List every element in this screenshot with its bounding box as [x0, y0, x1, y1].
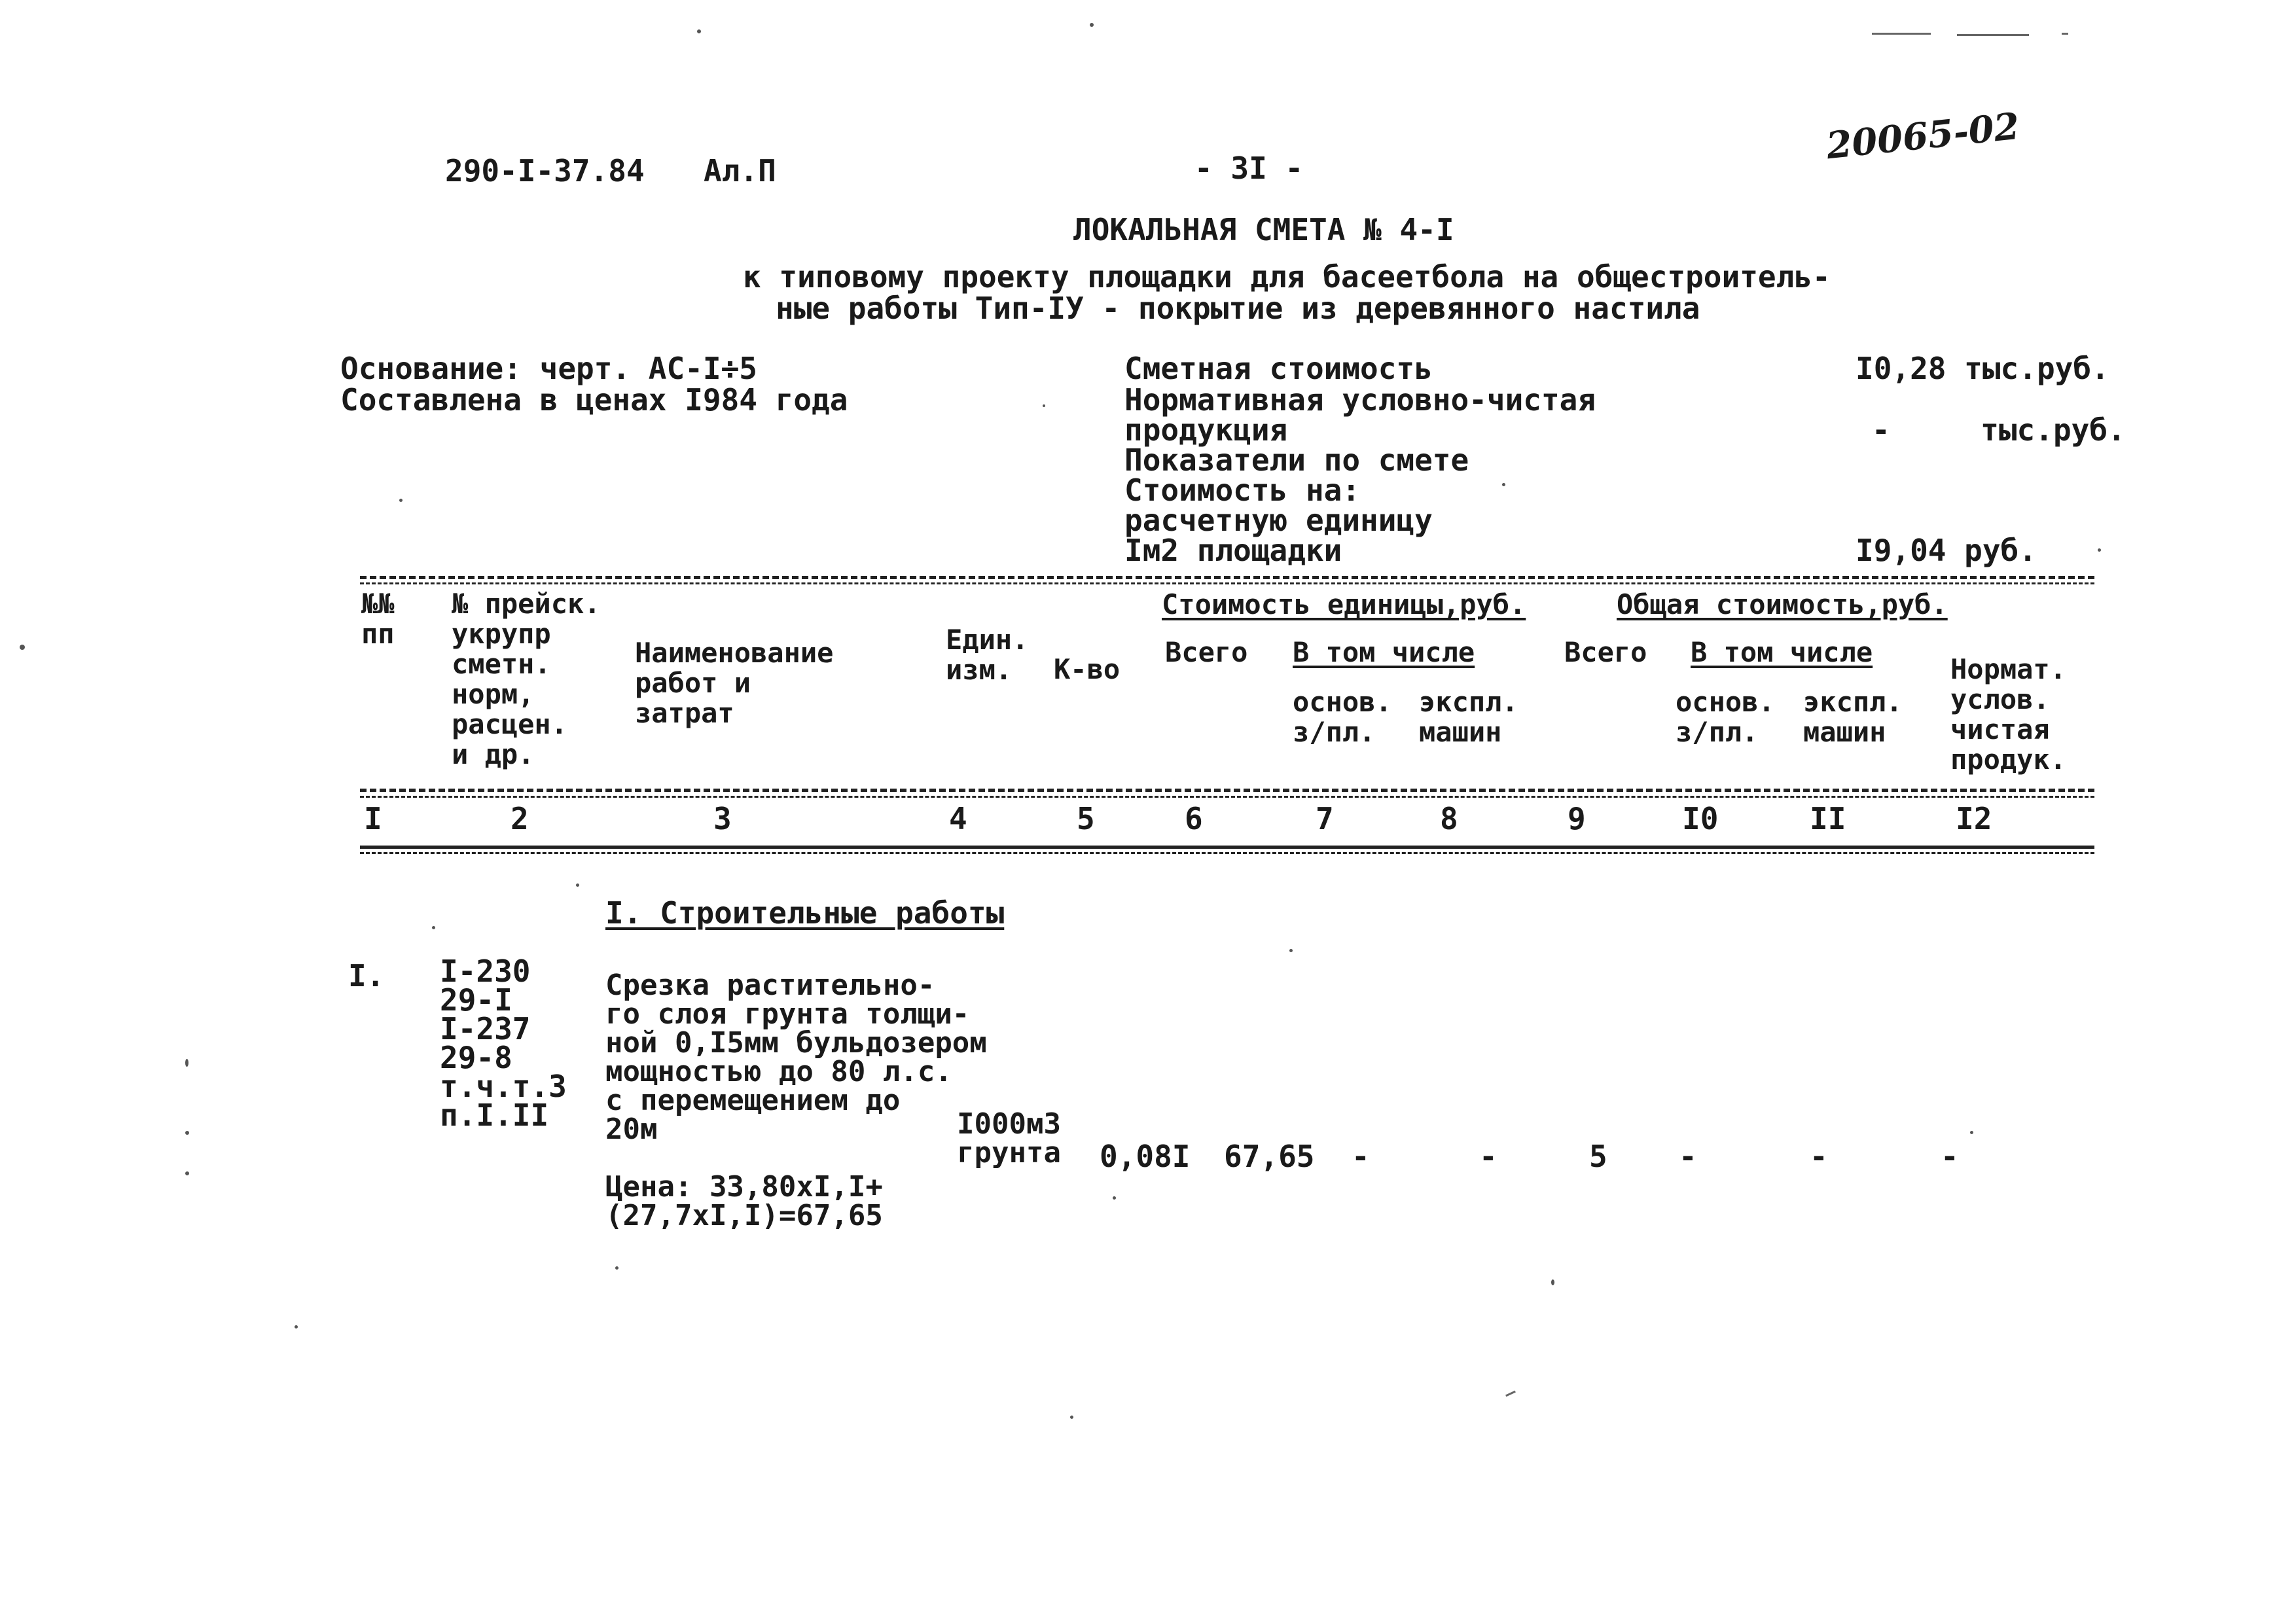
scan-speck	[185, 1131, 189, 1135]
numbers-bottom-rule	[360, 846, 2094, 849]
total-main-wage-header: основ. з/пл.	[1676, 686, 1775, 748]
row-unit-machine: -	[1479, 1139, 1498, 1174]
column-number: I0	[1682, 801, 1719, 836]
column-number: 9	[1568, 801, 1586, 836]
document-title: ЛОКАЛЬНАЯ СМЕТА № 4-I	[1073, 212, 1454, 247]
total-cost-group-header: Общая стоимость,руб.	[1617, 588, 1948, 620]
basis-line: Основание: черт. АС-I÷5	[340, 351, 757, 386]
col-header-unit: Един. изм.	[946, 624, 1029, 686]
column-number: I2	[1956, 801, 1992, 836]
total-machine-header: экспл. машин	[1803, 686, 1903, 748]
scan-speck	[1070, 1416, 1073, 1419]
scan-mark	[1872, 33, 1931, 35]
scan-speck	[432, 926, 435, 929]
output-label: продукция	[1124, 412, 1288, 448]
row-description: Срезка растительно- го слоя грунта толщи- ной 0,I5мм бульдозером мощностью до 80 л.с. с перемещением до 20м	[605, 969, 987, 1146]
handwritten-number: 20065-02	[1824, 104, 2022, 168]
unit-cost-group-header: Стоимость единицы,руб.	[1162, 588, 1526, 620]
col-header-price-ref: № прейск. укрупр сметн. норм, расцен. и др.	[452, 588, 601, 770]
column-number: II	[1810, 801, 1846, 836]
estimated-cost-value: I0,28 тыс.руб.	[1856, 351, 2109, 386]
row-total-wage: -	[1679, 1139, 1697, 1174]
indicators-label: Показатели по смете	[1124, 442, 1469, 478]
column-number: 5	[1077, 801, 1095, 836]
normative-output-label: Нормативная условно-чистая	[1124, 382, 1596, 418]
section-title: I. Строительные работы	[605, 895, 1005, 931]
total-including-header: В том числе	[1691, 636, 1873, 668]
unit-all-header: Всего	[1165, 636, 1248, 668]
document-code: 290-I-37.84	[445, 153, 645, 188]
col-header-quantity: К-во	[1054, 653, 1121, 685]
row-price-calculation: Цена: 33,80хI,I+ (27,7хI,I)=67,65	[605, 1170, 883, 1232]
scan-speck	[576, 883, 579, 887]
scan-speck	[1502, 483, 1505, 486]
scan-speck	[185, 1171, 189, 1175]
column-number: 2	[511, 801, 529, 836]
header-bottom-rule	[360, 789, 2094, 792]
col-header-number: №№ пп	[361, 588, 395, 650]
scan-speck	[1289, 949, 1293, 952]
subtitle-line-1: к типовому проекту площадки для басеетбола на общестроитель-	[743, 259, 1831, 294]
normative-output-value: - тыс.руб.	[1872, 412, 2126, 448]
column-number: 6	[1185, 801, 1203, 836]
scan-speck	[1090, 23, 1094, 27]
scan-speck	[697, 29, 701, 33]
scan-speck	[2098, 548, 2101, 552]
table-top-rule-inner	[360, 582, 2094, 584]
scan-mark	[1505, 1391, 1516, 1397]
row-unit-wage: -	[1352, 1139, 1370, 1174]
table-top-rule	[360, 576, 2094, 579]
column-number: 8	[1440, 801, 1458, 836]
scan-speck	[399, 499, 403, 502]
cost-per-unit-value: I9,04 руб.	[1856, 533, 2037, 568]
scan-speck	[20, 645, 25, 650]
scan-speck	[1113, 1196, 1116, 1200]
scan-speck	[615, 1266, 619, 1270]
scan-mark	[2062, 33, 2068, 35]
row-price-reference: I-230 29-I I-237 29-8 т.ч.т.3 п.I.II	[440, 954, 567, 1133]
row-total-machine: -	[1810, 1139, 1828, 1174]
row-number: I.	[348, 958, 385, 993]
scan-speck	[185, 1059, 188, 1067]
column-number: I	[364, 801, 382, 836]
unit-main-wage-header: основ. з/пл.	[1293, 686, 1392, 748]
column-number: 3	[713, 801, 732, 836]
numbers-bottom-rule-inner	[360, 852, 2094, 854]
row-unit: I000м3 грунта	[957, 1107, 1061, 1169]
row-unit-total: 67,65	[1224, 1139, 1315, 1174]
estimated-cost-label: Сметная стоимость	[1124, 351, 1433, 386]
page-number: - 3I -	[1194, 151, 1304, 186]
total-all-header: Всего	[1564, 636, 1647, 668]
prices-line: Составлена в ценах I984 года	[340, 382, 848, 418]
column-number: 7	[1316, 801, 1334, 836]
header-bottom-rule-inner	[360, 796, 2094, 798]
cost-per-label: Стоимость на:	[1124, 473, 1361, 508]
unit-machine-header: экспл. машин	[1419, 686, 1518, 748]
scan-mark	[1957, 34, 2029, 36]
scan-speck	[1043, 404, 1045, 407]
calc-unit-label: расчетную единицу	[1124, 503, 1433, 538]
row-norm-output: -	[1941, 1139, 1959, 1174]
row-quantity: 0,08I	[1100, 1139, 1191, 1174]
col-header-name: Наименование работ и затрат	[635, 637, 834, 729]
scan-speck	[295, 1325, 298, 1329]
scan-speck	[1551, 1279, 1554, 1285]
album-number: Ал.П	[704, 153, 776, 188]
row-total: 5	[1589, 1139, 1607, 1174]
scan-speck	[1970, 1131, 1973, 1134]
area-unit-label: Iм2 площадки	[1124, 533, 1342, 568]
col-header-norm-output: Нормат. услов. чистая продук.	[1950, 653, 2067, 776]
column-number: 4	[949, 801, 967, 836]
subtitle-line-2: ные работы Тип-IУ - покрытие из деревянного настила	[776, 291, 1700, 326]
unit-including-header: В том числе	[1293, 636, 1475, 668]
